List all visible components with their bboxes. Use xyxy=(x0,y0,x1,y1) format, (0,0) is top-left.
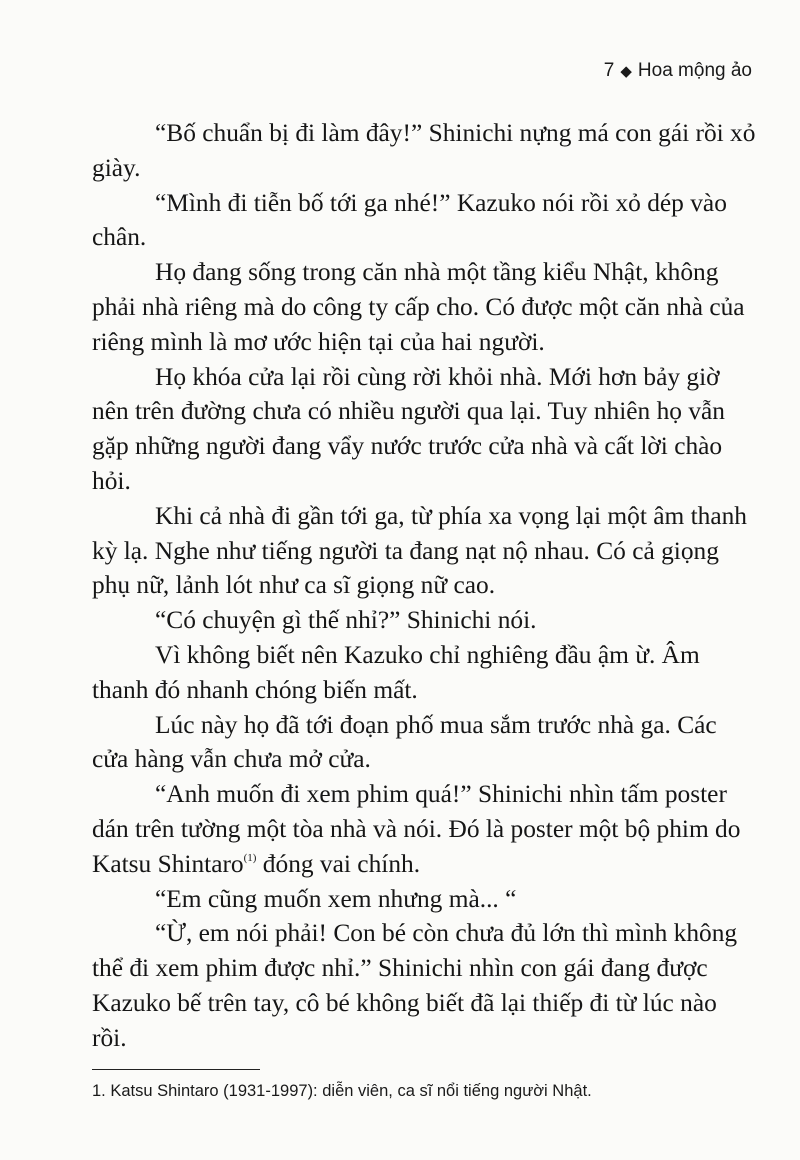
paragraph: “Mình đi tiễn bố tới ga nhé!” Kazuko nói rồi xỏ dép vào chân. xyxy=(92,188,727,252)
paragraph: Họ đang sống trong căn nhà một tầng kiểu Nhật, không phải nhà riêng mà do công ty cấp cho. Có được một căn nhà của riêng mình là mơ ước hiện tại của hai người. xyxy=(92,258,745,356)
running-header xyxy=(604,60,752,82)
paragraph: Vì không biết nên Kazuko chỉ nghiêng đầu ậm ừ. Âm thanh đó nhanh chóng biến mất. xyxy=(92,640,700,704)
paragraph: “Ừ, em nói phải! Con bé còn chưa đủ lớn thì mình không thể đi xem phim được nhỉ.” Shinichi nhìn con gái đang được Kazuko bế trên tay, cô bé không biết đã lại thiếp đi từ lúc nào rồi. xyxy=(92,919,738,1052)
paragraph-text: đóng vai chính. xyxy=(256,849,421,878)
paragraph: “Em cũng muốn xem nhưng mà... “ xyxy=(155,884,517,913)
page-number: 7 xyxy=(603,60,615,81)
body-text xyxy=(92,116,757,1056)
footnote-reference: (1) xyxy=(243,851,257,864)
paragraph: “Bố chuẩn bị đi làm đây!” Shinichi nựng má con gái rồi xỏ giày. xyxy=(92,119,756,182)
paragraph: Lúc này họ đã tới đoạn phố mua sắm trước nhà ga. Các cửa hàng vẫn chưa mở cửa. xyxy=(92,710,717,774)
paragraph-text: “Anh muốn đi xem phim quá!” Shinichi nhìn tấm poster dán trên tường một tòa nhà và nói. Đó là poster một bộ phim do Katsu Shintaro xyxy=(92,780,741,878)
paragraph xyxy=(92,777,757,881)
paragraph: Họ khóa cửa lại rồi cùng rời khỏi nhà. Mới hơn bảy giờ nên trên đường chưa có nhiều người qua lại. Tuy nhiên họ vẫn gặp những người đang vẩy nước trước cửa nhà và cất lời chào hỏi. xyxy=(92,362,725,495)
diamond-icon: ◆ xyxy=(620,63,632,80)
paragraph: “Có chuyện gì thế nhỉ?” Shinichi nói. xyxy=(155,606,537,635)
chapter-title: Hoa mộng ảo xyxy=(637,60,752,81)
footnote-rule xyxy=(92,1069,260,1070)
footnote: 1. Katsu Shintaro (1931-1997): diễn viên, ca sĩ nổi tiếng người Nhật. xyxy=(92,1082,592,1100)
paragraph: Khi cả nhà đi gần tới ga, từ phía xa vọng lại một âm thanh kỳ lạ. Nghe như tiếng người ta đang nạt nộ nhau. Có cả giọng phụ nữ, lảnh lót như ca sĩ giọng nữ cao. xyxy=(92,501,747,600)
